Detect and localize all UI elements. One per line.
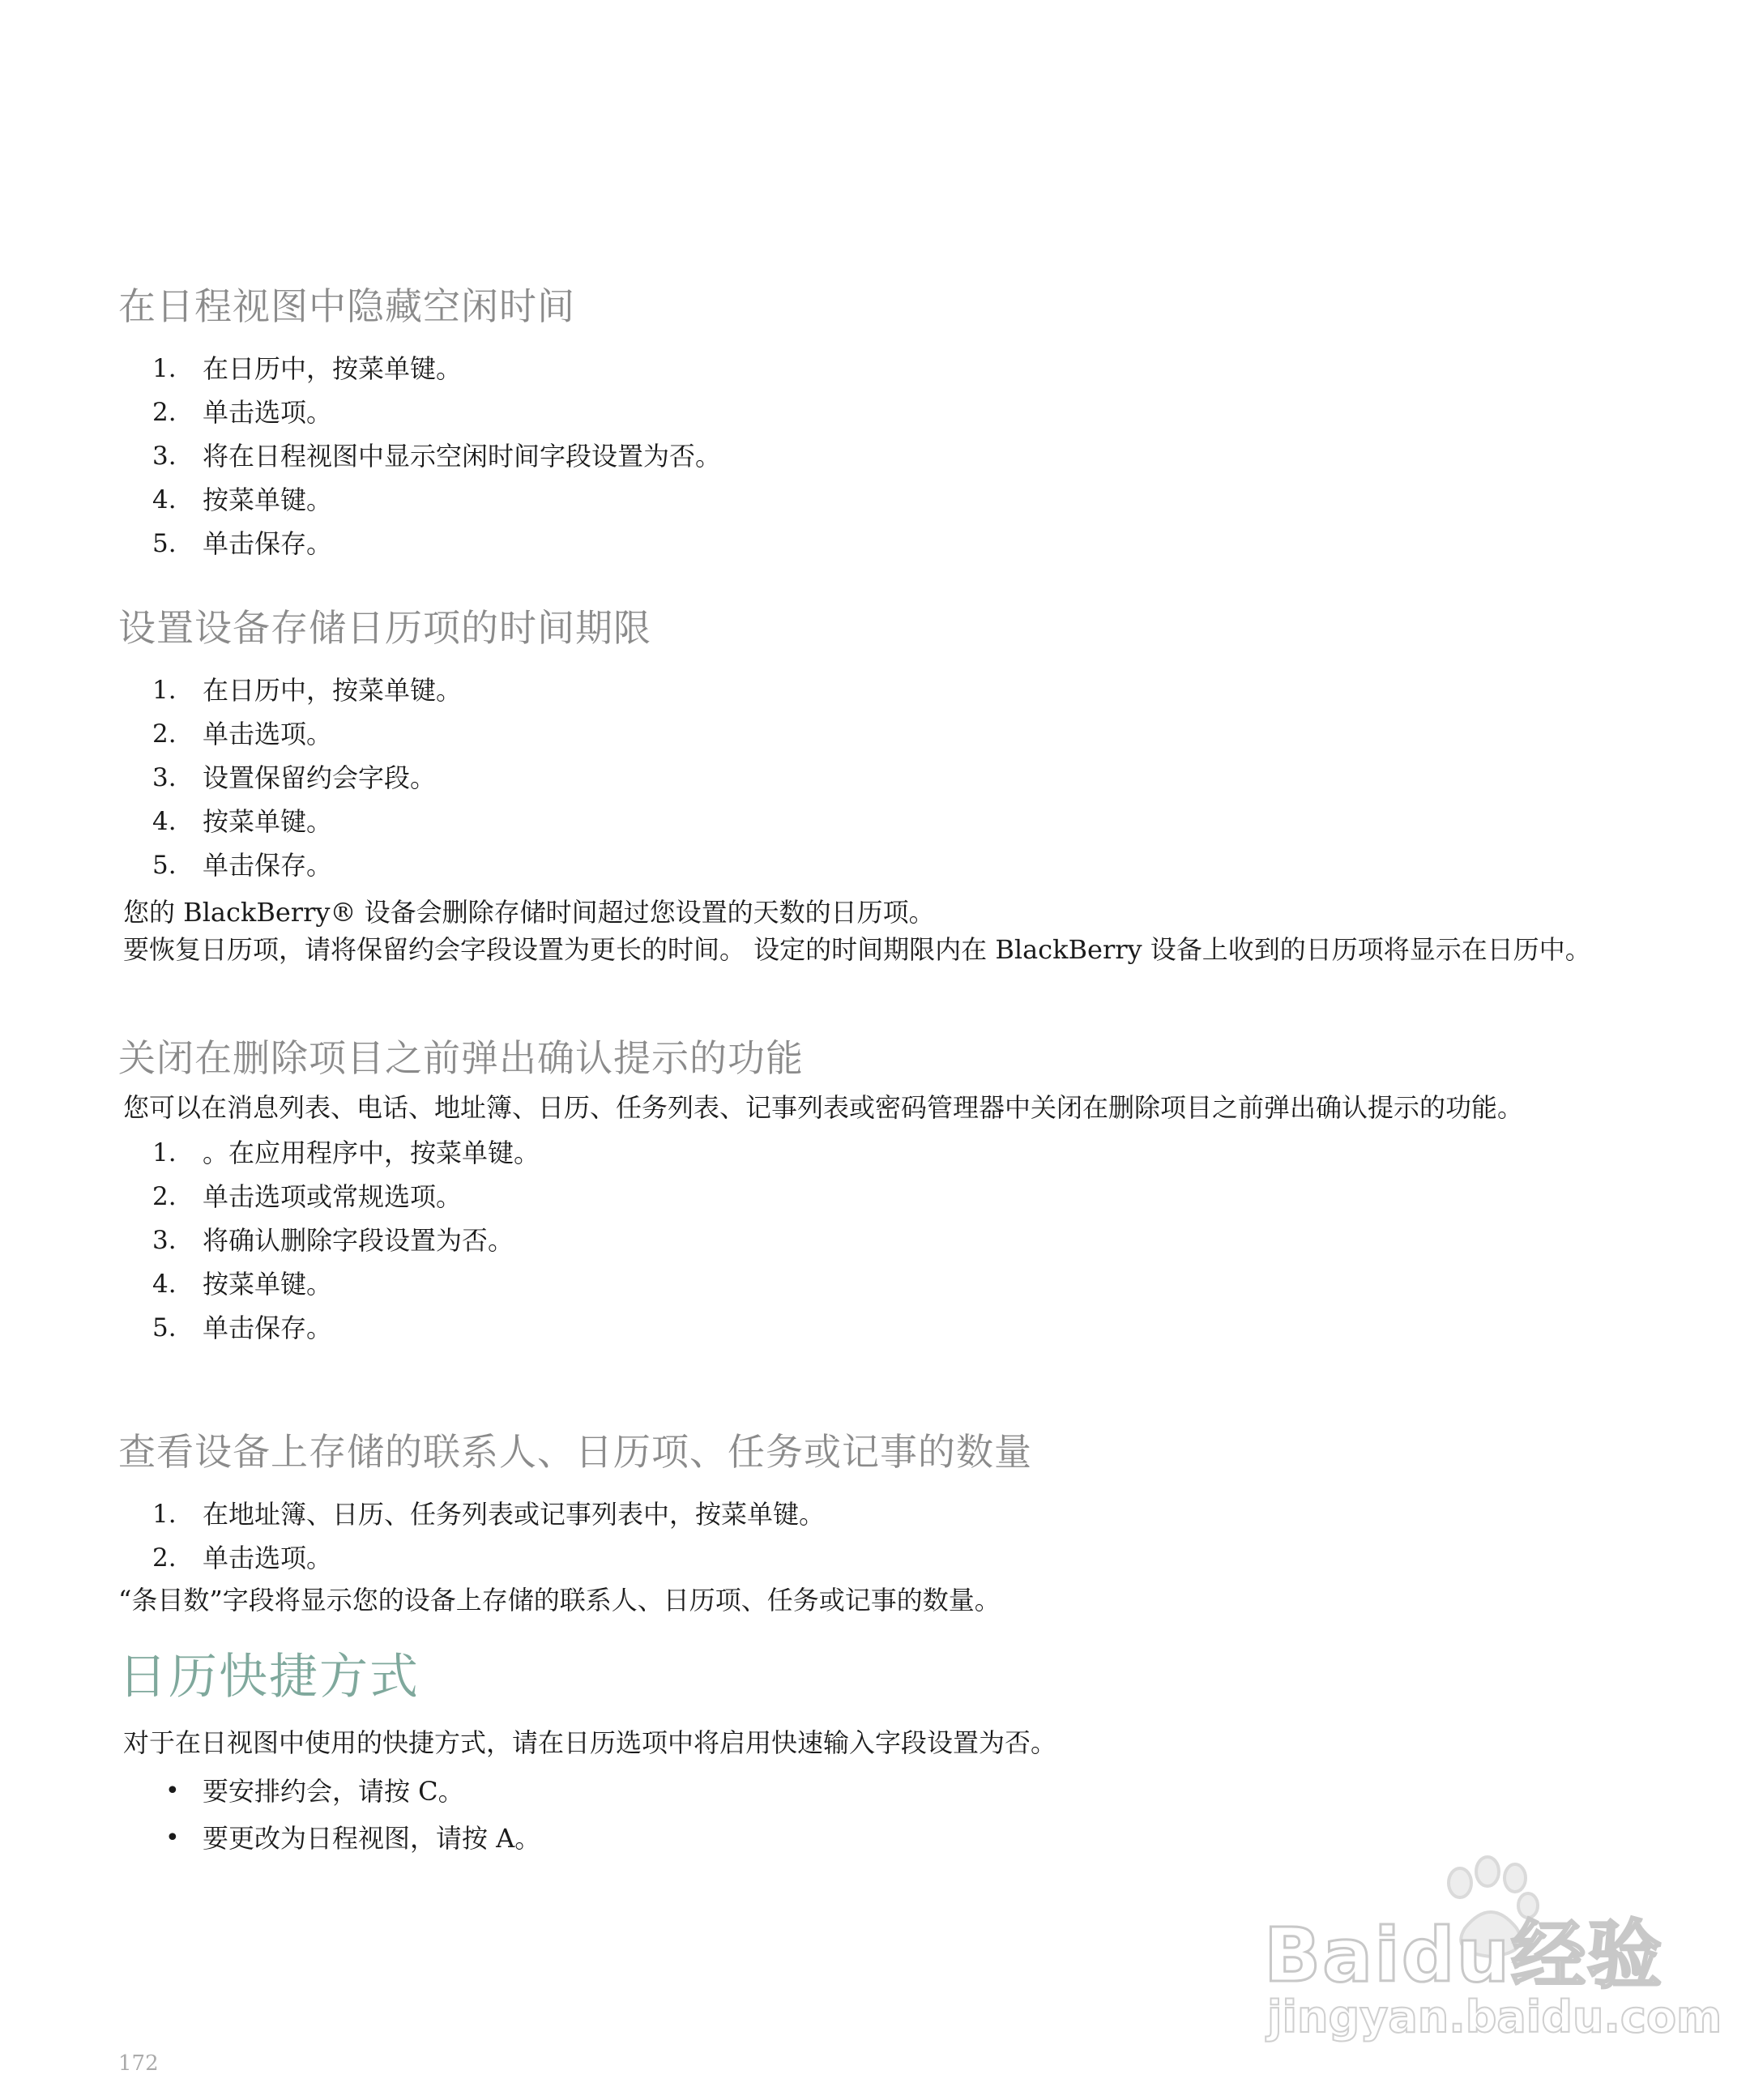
step-item: 1. 。在应用程序中，按菜单键。 (152, 1138, 540, 1168)
bullet-icon: • (165, 1824, 180, 1852)
step-item: 5. 单击保存。 (152, 1312, 333, 1343)
intro-paragraph: 您可以在消息列表、电话、地址簿、日历、任务列表、记事列表或密码管理器中关闭在删除项目之前弹出确认提示的功能。 (123, 1092, 1524, 1123)
list-item: • 要更改为日程视图，请按 A。 (118, 1815, 1658, 1862)
step-item: 2. 单击选项或常规选项。 (152, 1181, 463, 1212)
section-hide-free-time (118, 282, 1658, 566)
step-item: 4. 按菜单键。 (152, 484, 333, 515)
watermark-brand-text: Baidu经验 (1264, 1912, 1664, 1999)
steps-list (118, 347, 1658, 566)
note-paragraph: “条目数”字段将显示您的设备上存储的联系人、日历项、任务或记事的数量。 (118, 1585, 1001, 1616)
step-item: 3. 将确认删除字段设置为否。 (152, 1225, 514, 1256)
section-delete-confirmation (118, 1034, 1658, 1350)
section-heading: 设置设备存储日历项的时间期限 (118, 606, 651, 650)
section-heading: 关闭在删除项目之前弹出确认提示的功能 (118, 1036, 804, 1080)
step-item: 3. 将在日程视图中显示空闲时间字段设置为否。 (152, 441, 722, 472)
list-item: • 要安排约会，请按 C。 (118, 1768, 1658, 1815)
steps-list (118, 1131, 1658, 1350)
step-item: 1. 在日历中，按菜单键。 (152, 675, 463, 706)
steps-list (118, 1492, 1658, 1580)
intro-paragraph: 对于在日视图中使用的快捷方式，请在日历选项中将启用快速输入字段设置为否。 (123, 1727, 1057, 1758)
step-item: 1. 在日历中，按菜单键。 (152, 353, 463, 384)
step-item: 4. 按菜单键。 (152, 1269, 333, 1300)
step-item: 1. 在地址簿、日历、任务列表或记事列表中，按菜单键。 (152, 1499, 826, 1530)
step-item: 2. 单击选项。 (152, 1543, 333, 1573)
step-item: 2. 单击选项。 (152, 719, 333, 749)
step-item: 3. 设置保留约会字段。 (152, 762, 437, 793)
note-paragraph: 要恢复日历项，请将保留约会字段设置为更长的时间。 设定的时间期限内在 BlackBerry 设备上收到的日历项将显示在日历中。 (123, 934, 1591, 965)
page-number: 172 (118, 2051, 159, 2076)
bullet-icon: • (165, 1777, 180, 1805)
section-calendar-shortcuts (118, 1645, 1658, 1862)
step-item: 5. 单击保存。 (152, 528, 333, 559)
steps-list (118, 668, 1658, 887)
section-heading: 在日程视图中隐藏空闲时间 (118, 284, 575, 328)
section-heading: 查看设备上存储的联系人、日历项、任务或记事的数量 (118, 1430, 1032, 1474)
note-paragraph: 您的 BlackBerry® 设备会删除存储时间超过您设置的天数的日历项。 (123, 897, 935, 928)
watermark-url-text: jingyan.baidu.com (1267, 1991, 1722, 2042)
step-item: 5. 单击保存。 (152, 850, 333, 881)
step-item: 2. 单击选项。 (152, 397, 333, 428)
chapter-heading: 日历快捷方式 (118, 1649, 420, 1705)
baidu-watermark-logo (1248, 1839, 1722, 2042)
section-calendar-retention (118, 604, 1658, 968)
step-item: 4. 按菜单键。 (152, 806, 333, 837)
section-item-count (118, 1428, 1658, 1619)
